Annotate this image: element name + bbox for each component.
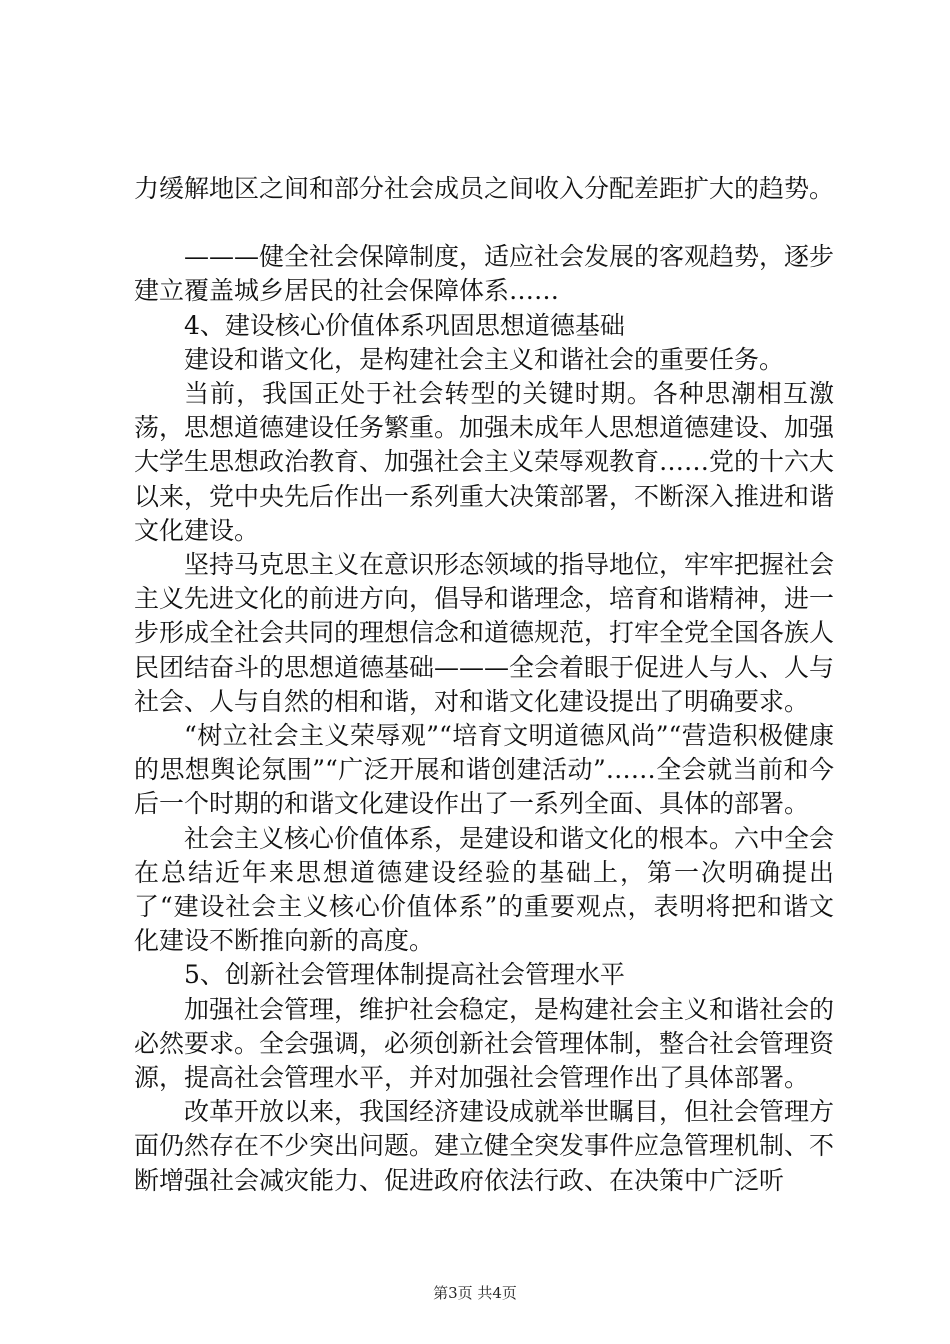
paragraph-honor-disgrace: “树立社会主义荣辱观”“培育文明道德风尚”“营造积极健康的思想舆论氛围”“广泛开展和谐创建活动”……全会就当前和今后一个时期的和谐文化建设作出了一系列全面、具体的部署。: [134, 721, 834, 819]
section-heading-5: 5、创新社会管理体制提高社会管理水平: [184, 960, 625, 990]
document-body: [134, 172, 834, 1198]
page-number-footer: 第3页 共4页: [433, 1284, 517, 1302]
paragraph-social-transition: 当前，我国正处于社会转型的关键时期。各种思潮相互激荡，思想道德建设任务繁重。加强未成年人思想道德建设、加强大学生思想政治教育、加强社会主义荣辱观教育……党的十六大以来，党中央先后作出一系列重大决策部署，不断深入推进和谐文化建设。: [134, 379, 835, 545]
paragraph-harmonious-culture: 建设和谐文化，是构建社会主义和谐社会的重要任务。: [184, 344, 785, 374]
paragraph-social-management: 加强社会管理，维护社会稳定，是构建社会主义和谐社会的必然要求。全会强调，必须创新社会管理体制，整合社会管理资源，提高社会管理水平，并对加强社会管理作出了具体部署。: [134, 994, 835, 1093]
paragraph-core-values: 社会主义核心价值体系，是建设和谐文化的根本。六中全会在总结近年来思想道德建设经验的基础上，第一次明确提出了“建设社会主义核心价值体系”的重要观点，表明将把和谐文化建设不断推向新的高度。: [134, 823, 835, 956]
paragraph-reform-opening: 改革开放以来，我国经济建设成就举世瞩目，但社会管理方面仍然存在不少突出问题。建立健全突发事件应急管理机制、不断增强社会减灾能力、促进政府依法行政、在决策中广泛听: [134, 1097, 835, 1195]
paragraph-marxism-guidance: 坚持马克思主义在意识形态领域的指导地位，牢牢把握社会主义先进文化的前进方向，倡导和谐理念，培育和谐精神，进一步形成全社会共同的理想信念和道德规范，打牢全党全国各族人民团结奋斗的思想道德基础———全会着眼于促进人与人、人与社会、人与自然的相和谐，对和谐文化建设提出了明确要求。: [134, 550, 835, 716]
section-heading-4: 4、建设核心价值体系巩固思想道德基础: [184, 310, 625, 340]
paragraph-income-gap: 力缓解地区之间和部分社会成员之间收入分配差距扩大的趋势。: [134, 174, 835, 203]
paragraph-social-security: ———健全社会保障制度，适应社会发展的客观趋势，逐步建立覆盖城乡居民的社会保障体系……: [134, 242, 835, 306]
